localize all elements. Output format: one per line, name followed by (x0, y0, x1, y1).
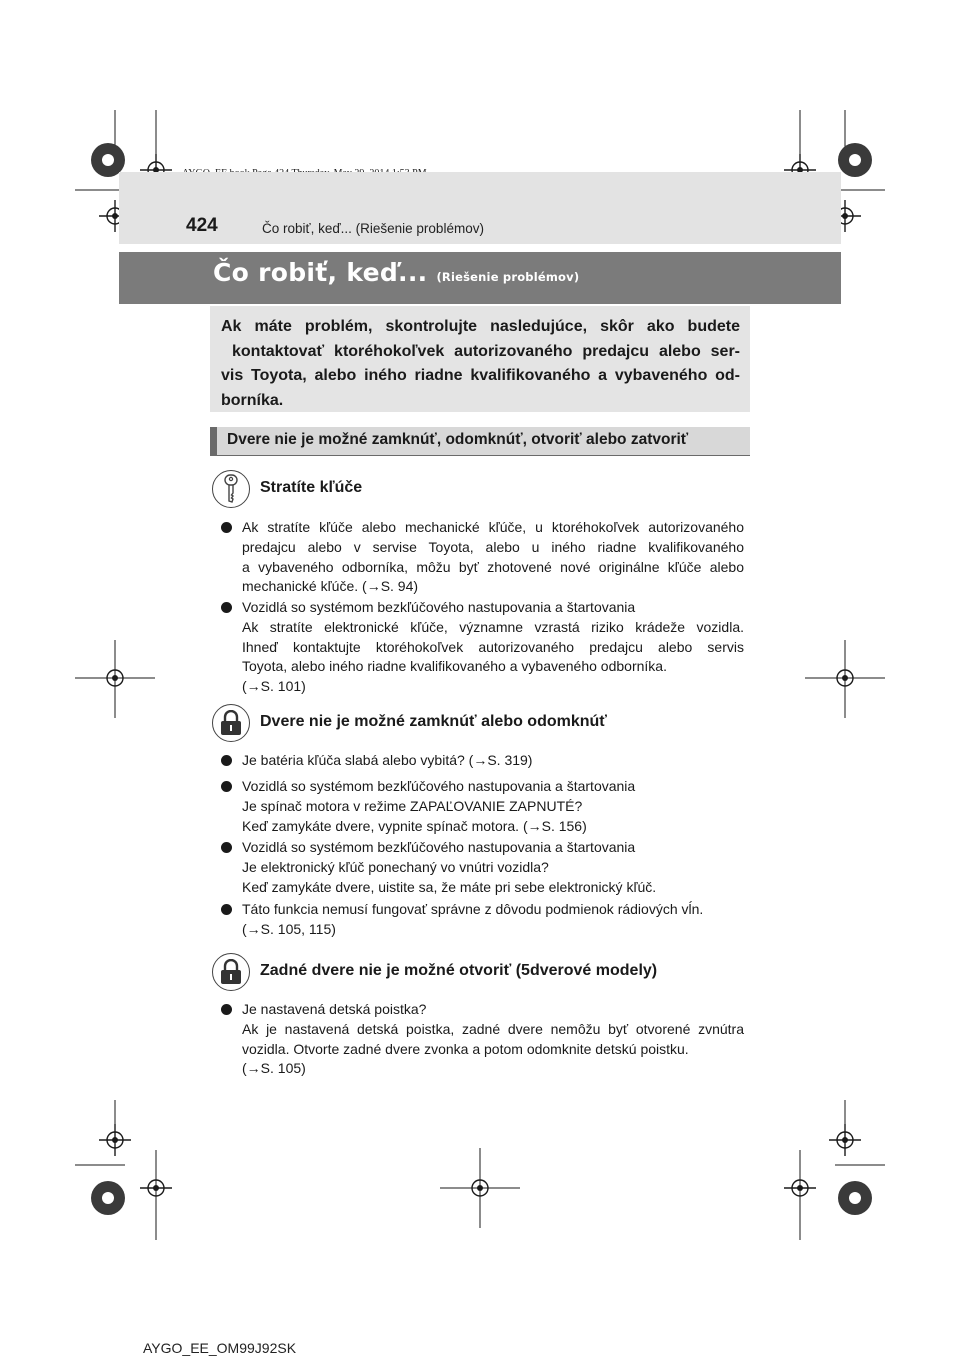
list-item (220, 751, 744, 771)
item-line: (→S. 105, 115) (242, 920, 336, 937)
item-line: Ak stratíte elektronické kľúče, významne vzrastá riziko krádeže vozidla. (242, 618, 744, 635)
item-line: (→S. 105) (242, 1060, 306, 1077)
bullet-icon (221, 1004, 232, 1015)
item-line: Ak stratíte kľúče alebo mechanické kľúče, u ktoréhokoľvek autorizovaného (242, 519, 744, 535)
item-line: Keď zamykáte dvere, uistite sa, že máte pri sebe elektronický kľúč. (242, 878, 657, 895)
item-line: Ihneď kontaktujte ktoréhokoľvek autorizovaného predajcu alebo servis (242, 638, 744, 655)
bullet-icon (221, 904, 232, 915)
chapter-title-main: Čo robiť, keď... (213, 258, 428, 287)
item-line: Je batéria kľúča slabá alebo vybitá? (→S. 319) (242, 752, 533, 768)
section-title: Dvere nie je možné zamknúť, odomknúť, otvoriť alebo zatvoriť (227, 431, 689, 448)
item-line: predajcu alebo v servise Toyota, alebo u iného riadne kvalifikovaného (242, 538, 744, 555)
item-line: Vozidlá so systémom bezkľúčového nastupovania a štartovania (242, 839, 636, 855)
item-line: Táto funkcia nemusí fungovať správne z dôvodu podmienok rádiových vĺn. (242, 901, 704, 917)
item-line: Je elektronický kľúč ponechaný vo vnútri vozidla? (242, 858, 549, 875)
intro-text (221, 315, 740, 413)
lock-icon (212, 704, 250, 742)
key-icon (212, 470, 250, 508)
bullet-icon (221, 522, 232, 533)
item-line: Je nastavená detská poistka? (242, 1001, 427, 1017)
item-line: Toyota, alebo iného riadne kvalifikovaného a vybaveného odborníka. (242, 658, 667, 675)
list-item (220, 838, 744, 897)
item-line: Vozidlá so systémom bezkľúčového nastupovania a štartovania (242, 778, 636, 794)
document-code: AYGO_EE_OM99J92SK (143, 1340, 297, 1356)
bullet-icon (221, 755, 232, 766)
intro-line: Ak máte problém, skontrolujte nasledujúce, skôr ako budete (221, 318, 740, 335)
bullet-icon (221, 842, 232, 853)
intro-note-box (210, 306, 750, 412)
item-line: (→S. 101) (242, 678, 306, 695)
bullet-icon (221, 602, 232, 613)
item-line: Je spínač motora v režime ZAPAĽOVANIE ZAPNUTÉ? (242, 797, 583, 814)
bullet-icon (221, 781, 232, 792)
item-line: Ak je nastavená detská poistka, zadné dvere nemôžu byť otvorené zvnútra (242, 1020, 744, 1037)
list-item (220, 777, 744, 836)
item-line: a vybaveného odborníka, môžu byť zhotovené nové originálne kľúče alebo (242, 558, 744, 575)
chapter-title-sub: (Riešenie problémov) (436, 270, 580, 284)
item-line: mechanické kľúče. (→S. 94) (242, 578, 419, 595)
page-number: 424 (186, 215, 218, 236)
running-header: Čo robiť, keď... (Riešenie problémov) (262, 221, 484, 236)
item-line: Keď zamykáte dvere, vypnite spínač motora. (→S. 156) (242, 817, 587, 834)
subheading-lock-unlock: Dvere nie je možné zamknúť alebo odomknúť (260, 713, 607, 730)
subheading-lost-keys: Stratíte kľúče (260, 479, 363, 496)
item-line: Vozidlá so systémom bezkľúčového nastupovania a štartovania (242, 599, 636, 615)
item-line: vozidla. Otvorte zadné dvere zvonka a potom odomknite detskú poistku. (242, 1040, 689, 1057)
intro-line: vis Toyota, alebo iného riadne kvalifikovaného a vybaveného od- (221, 367, 740, 384)
list-item (220, 900, 744, 940)
intro-line: kontaktovať ktoréhokoľvek autorizovaného predajcu alebo ser- (232, 342, 740, 360)
list-item (220, 598, 744, 697)
lock-icon (212, 953, 250, 991)
chapter-title (213, 258, 579, 287)
list-item (220, 518, 744, 597)
list-item (220, 1000, 744, 1079)
subheading-rear-door: Zadné dvere nie je možné otvoriť (5dverové modely) (260, 962, 658, 979)
section-heading-bar (210, 427, 750, 456)
intro-line: borníka. (221, 391, 284, 409)
